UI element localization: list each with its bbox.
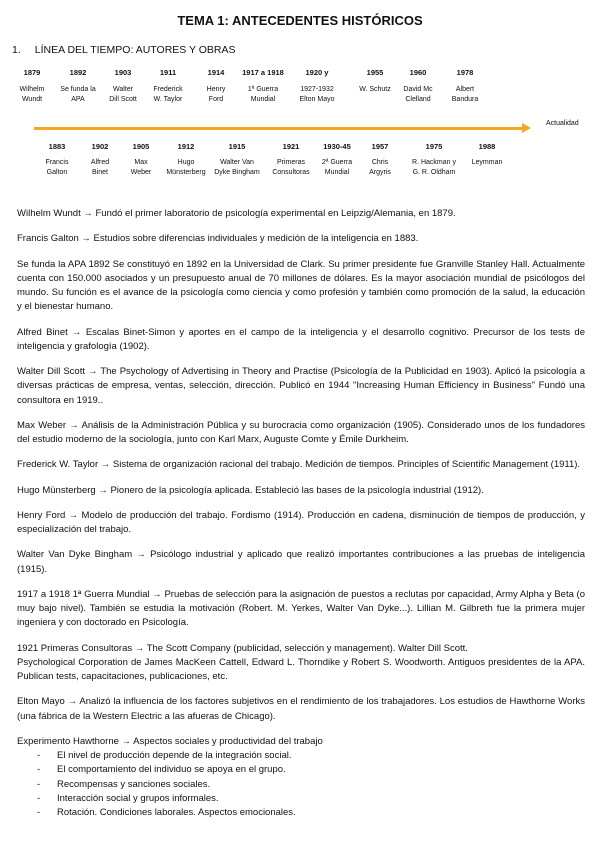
timeline-year: 1912: [177, 142, 195, 151]
list-item: - El comportamiento del individuo se apoya en el grupo.: [57, 763, 585, 777]
timeline-year: 1905: [132, 142, 150, 151]
timeline-event: [359, 67, 391, 95]
timeline-label: W. Schutz: [359, 85, 391, 93]
timeline-event: [322, 141, 352, 179]
timeline-event: [46, 141, 69, 179]
timeline-label: Galton: [46, 169, 68, 177]
timeline-event: [299, 67, 334, 106]
timeline-event: [452, 67, 478, 106]
timeline-year: 1879: [23, 68, 41, 77]
timeline-event: [91, 141, 109, 179]
document-title: TEMA 1: ANTECEDENTES HISTÓRICOS: [177, 13, 423, 28]
timeline-event: [472, 141, 503, 168]
timeline-label: Münsterberg: [166, 169, 206, 177]
document-body: [17, 207, 585, 820]
timeline-axis: [34, 127, 524, 130]
timeline-label: Clelland: [405, 96, 431, 104]
timeline-year: 1902: [91, 142, 109, 151]
paragraph-galton: Francis Galton → Estudios sobre diferencias individuales y medición de la inteligencia en 1883.: [17, 233, 419, 245]
timeline-year: 1903: [114, 68, 132, 77]
list-item: - El nivel de producción depende de la integración social.: [57, 749, 585, 763]
timeline-year: 1957: [371, 142, 389, 151]
timeline-year: 1975: [425, 142, 443, 151]
timeline-year: 1911: [159, 68, 177, 77]
timeline-label: Mundial: [324, 169, 350, 177]
paragraph-consultoras: [17, 642, 585, 685]
timeline-year: 1978: [456, 68, 474, 77]
timeline-event: [60, 67, 95, 106]
timeline-event: [20, 67, 45, 106]
timeline-label: Hugo: [177, 158, 195, 166]
timeline-label: 1ª Guerra: [247, 85, 279, 93]
timeline-event: [412, 141, 456, 179]
consultoras-line-2: Psychological Corporation de James MacKeen Cattell, Edward L. Thorndike y Robert S. Woodworth. Antiguos presidentes de la APA. Publican tests, capacitaciones, publicaciones, etc.: [17, 656, 585, 682]
paragraph-scott: Walter Dill Scott → The Psychology of Advertising in Theory and Practise (Psicología de la Publicidad en 1903). Aplicó la psicología a diversas prácticas de empresa, ventas, selección, dirección. Publicó en 1944 "Increasing Human Efficiency in Business" Fundó una consultora en 1919..: [17, 366, 585, 406]
timeline-event: [272, 141, 309, 179]
timeline-year: 1930-45: [323, 142, 351, 151]
timeline-event: [109, 67, 137, 106]
timeline-year: 1915: [228, 142, 246, 151]
paragraph-weber: Max Weber → Análisis de la Administración Pública y su burocracia como organización (1905). Considerado unos de los fundadores del estudio moderno de la sociología, junto con Karl Marx, Auguste Comte y Émile Durkheim.: [17, 419, 585, 445]
timeline-label: 1927-1932: [300, 85, 334, 93]
hawthorne-heading: Experimento Hawthorne → Aspectos sociales y productividad del trabajo: [17, 735, 323, 747]
timeline-year: 1892: [69, 68, 87, 77]
list-item: - Recompensas y sanciones sociales.: [57, 778, 585, 792]
timeline-label: Alfred: [90, 158, 110, 166]
timeline-label: Frederick: [153, 85, 183, 93]
paragraph-ford: Henry Ford → Modelo de producción del trabajo. Fordismo (1914). Producción en cadena, disminución de tiempos de producción, y especialización del trabajo.: [17, 509, 585, 535]
timeline-label: Walter Van: [220, 158, 254, 166]
timeline-event: [153, 67, 182, 106]
timeline-label: Wilhelm: [19, 85, 45, 93]
timeline-year: 1955: [366, 68, 384, 77]
timeline-label: Weber: [130, 169, 152, 177]
timeline-event: [403, 67, 432, 106]
list-item: - Interacción social y grupos informales.: [57, 792, 585, 806]
timeline-label: R. Hackman y: [412, 158, 456, 166]
section-heading: [12, 44, 236, 56]
timeline-label: W. Taylor: [153, 96, 183, 104]
timeline-event: [166, 141, 205, 179]
timeline-label: Wundt: [21, 96, 43, 104]
hawthorne-list: [17, 749, 585, 820]
paragraph-taylor: Frederick W. Taylor → Sistema de organización racional del trabajo. Medición de tiempos. Principles of Scientific Management (1911).: [17, 459, 581, 471]
timeline-label: 2ª Guerra: [321, 158, 353, 166]
timeline-label: Walter: [113, 85, 133, 93]
timeline-event: [242, 67, 284, 106]
timeline-arrow-icon: [522, 123, 531, 133]
paragraph-apa: Se funda la APA 1892 Se constituyó en 1892 en la Universidad de Clark. Su primer presidente fue Granville Stanley Hall. Actualmente cuenta con 150.000 asociados y un presupuesto anual de 70 millones de dólares. Es la mayor asociación mundial de psicólogos del mundo. Su función es el avance de la psicología como ciencia y como profesión y también como promoción de la salud, la educación y el bienestar humano.: [17, 258, 585, 313]
paragraph-bingham: Walter Van Dyke Bingham → Psicólogo industrial y aplicado que realizó importantes contribuciones a las pruebas de inteligencia (1915).: [17, 549, 585, 575]
timeline-event: [369, 141, 391, 179]
timeline-end-label: Actualidad: [546, 120, 579, 127]
timeline-event: [131, 141, 152, 179]
timeline-label: Primeras: [276, 158, 306, 166]
timeline-label: Leymman: [471, 158, 503, 166]
section-title: LÍNEA DEL TIEMPO: AUTORES Y OBRAS: [34, 44, 236, 56]
paragraph-wundt: Wilhelm Wundt → Fundó el primer laboratorio de psicología experimental en Leipzig/Alemania, en 1879.: [17, 208, 456, 219]
consultoras-line-1: 1921 Primeras Consultoras → The Scott Company (publicidad, selección y management). Walter Dill Scott.: [17, 642, 468, 654]
timeline-label: APA: [71, 96, 85, 104]
timeline-year: 1920 y: [305, 68, 329, 77]
paragraph-binet: Alfred Binet → Escalas Binet-Simon y aportes en el campo de la inteligencia y el desarrollo cognitivo. Precursor de los tests de inteligencia y grafología (1902).: [17, 326, 585, 352]
timeline-label: Consultoras: [272, 169, 310, 177]
timeline-label: Ford: [208, 96, 224, 104]
timeline-label: Dyke Bingham: [214, 169, 260, 177]
timeline-year: 1883: [48, 142, 66, 151]
timeline-year: 1914: [207, 68, 225, 77]
list-item: - Rotación. Condiciones laborales. Aspectos emocionales.: [57, 806, 585, 820]
timeline-label: Chris: [371, 158, 389, 166]
timeline-label: Bandura: [451, 96, 479, 104]
timeline-label: Max: [134, 158, 148, 166]
timeline-year: 1988: [478, 142, 496, 151]
timeline-label: Dill Scott: [109, 96, 137, 104]
timeline-event: [214, 141, 260, 179]
timeline-label: Henry: [206, 85, 226, 93]
timeline-label: Se funda la: [60, 85, 96, 93]
timeline-label: Binet: [92, 169, 108, 177]
paragraph-elton-mayo: Elton Mayo → Analizó la influencia de los factores subjetivos en el rendimiento de los trabajadores. Los estudios de Hawthorne Works (una fábrica de la Western Electric a las afueras de Chicago).: [17, 696, 585, 722]
timeline-year: 1917 a 1918: [242, 68, 284, 77]
paragraph-munsterberg: Hugo Münsterberg → Pionero de la psicología aplicada. Estableció las bases de la psicología industrial (1912).: [17, 484, 484, 496]
timeline-label: Mundial: [250, 96, 276, 104]
timeline-event: [207, 67, 226, 106]
timeline-year: 1960: [409, 68, 427, 77]
timeline-label: Argyris: [369, 169, 391, 177]
section-number: 1.: [12, 44, 21, 56]
timeline-label: G. R. Oldham: [412, 169, 456, 177]
timeline-label: Elton Mayo: [299, 96, 335, 104]
timeline-label: Albert: [455, 85, 475, 93]
timeline-label: Francis: [45, 158, 69, 166]
timeline-label: David Mc: [403, 85, 433, 93]
paragraph-ww1: 1917 a 1918 1ª Guerra Mundial → Pruebas de selección para la asignación de puestos a reclutas por capacidad, Army Alpha y Beta (o muy bajo nivel). También se estudia la motivación (Robert. M. Yerkes, Walter Van Dyke...). Lillian M. Gilbreth fue la primera mujer ingeniera y con doctorado en Psicología.: [17, 588, 585, 629]
timeline-year: 1921: [282, 142, 300, 151]
